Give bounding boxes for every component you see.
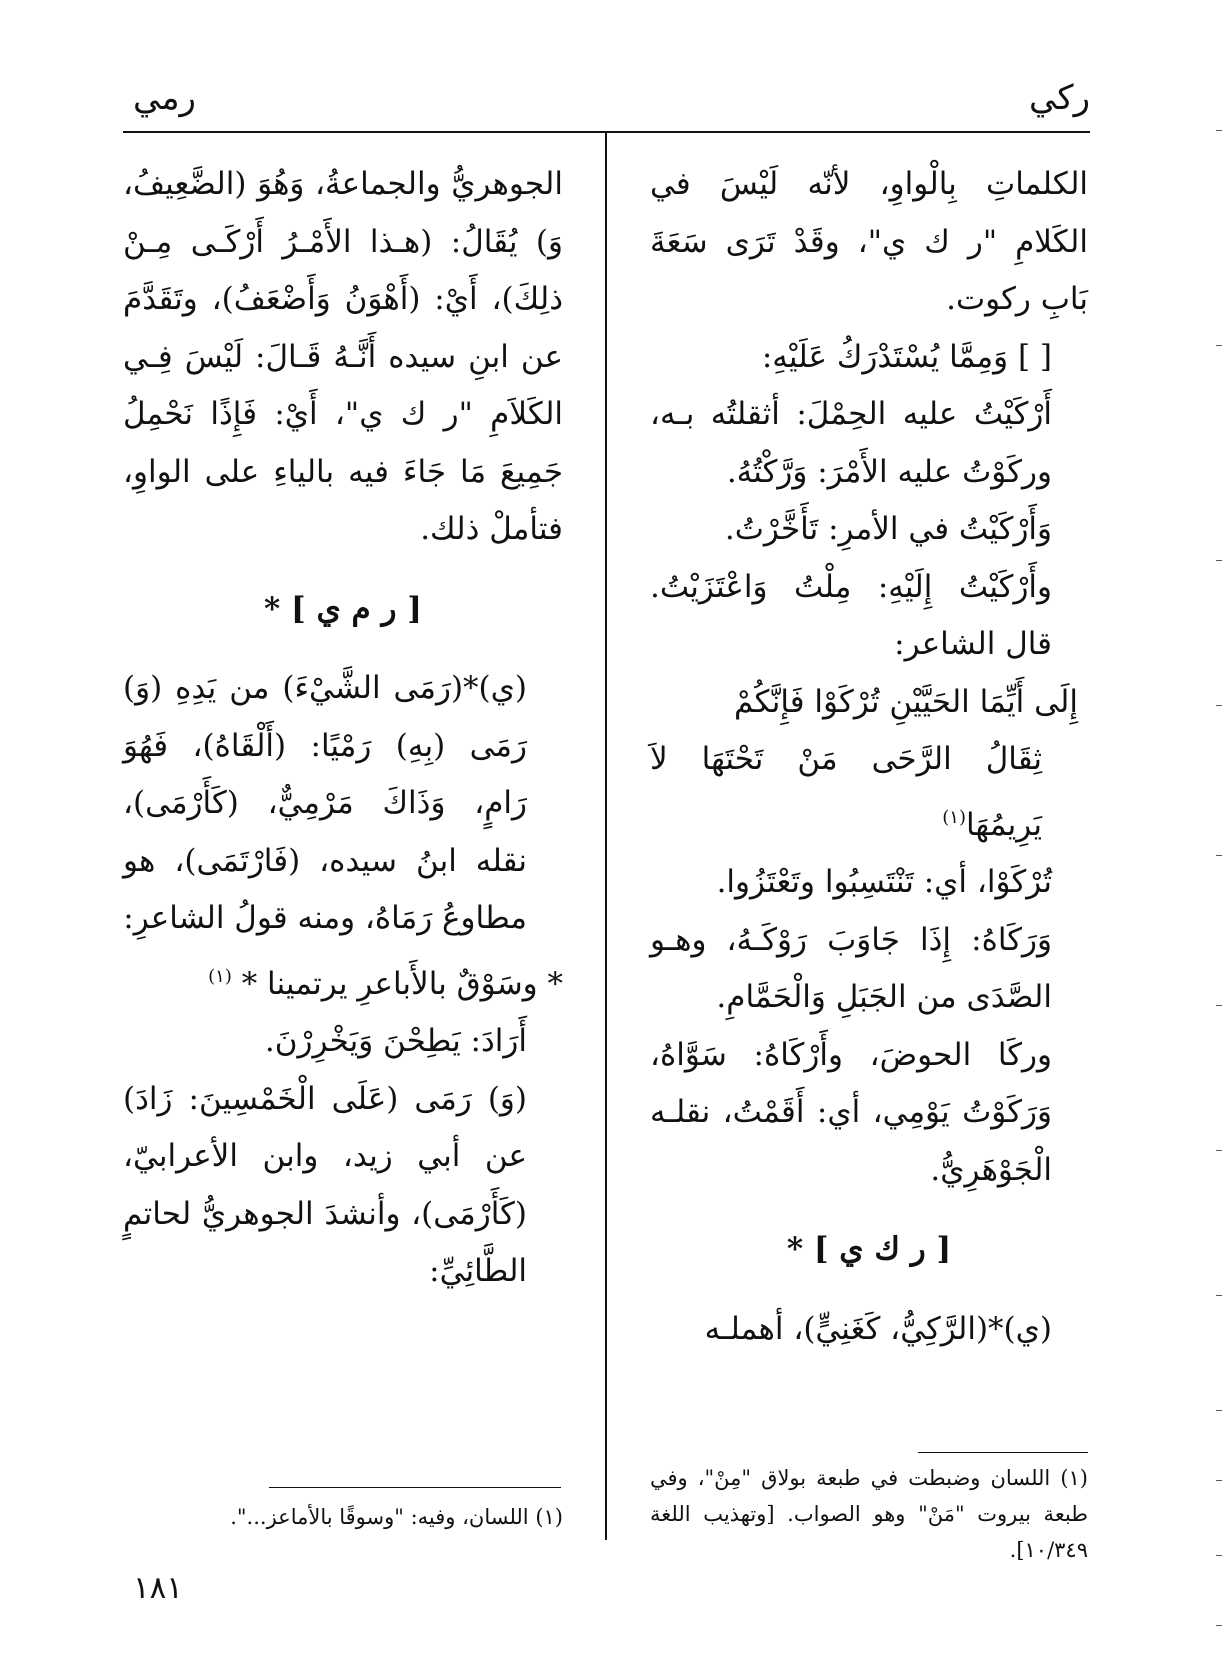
page-number: ١٨١ [133, 1570, 183, 1606]
entry-paragraph: أَرْكَيْتُ عليه الحِمْلَ: أثقلتُه بـه، وركَوْتُ عليه الأَمْرَ: وَرَّكْتُهُ. [650, 396, 1052, 490]
footnote-rule-right [918, 1452, 1088, 1453]
poem-hemistich [123, 948, 563, 1014]
entry-paragraph: وَرَكَاهُ: إِذَا جَاوَبَ رَوْكَـهُ، وهـو الصَّدَى من الجَبَلِ وَالْحَمَّامِ. [650, 921, 1052, 1015]
entry-paragraph: وركَا الحوضَ، وأَرْكَاهُ: سَوَّاهُ، وَرَكَوْتُ يَوْمِي، أي: أَقَمْتُ، نقلـه الْجَوْهَرِيُّ. [650, 1036, 1052, 1188]
poem-verse-first: إِلَى أَيِّمَا الحَيَّيْنِ تُرْكَوْا فَإِنَّكُمْ [733, 683, 1078, 720]
left-column [123, 156, 563, 1301]
header-headword-left: رمي [133, 78, 196, 118]
footnote-left: (١) اللسان، وفيه: "وسوقًا بالأماعز...". [230, 1505, 563, 1529]
page-edge-marks [1212, 0, 1222, 1673]
column-divider [605, 131, 607, 1540]
section-heading-rky: [ ر ك ي ] * [786, 1231, 952, 1267]
poem-verse-text: * وسَوْقٌ بالأَباعرِ يرتمينا * [231, 965, 563, 1002]
entry-paragraph: الكلماتِ بِالْواوِ، لأنّه لَيْسَ في الكَلامِ "ر ك ي"، وقَدْ تَرَى سَعَةَ بَابِ ركوت. [650, 166, 1088, 317]
right-column [650, 156, 1088, 1358]
entry-paragraph: [ ] وَمِمَّا يُسْتَدْرَكُ عَلَيْهِ: [761, 338, 1052, 375]
footnote-marker: (١) [942, 806, 966, 828]
footnote-rule-left [269, 1487, 561, 1488]
entry-paragraph: (ي)*(الرَّكِيُّ، كَغَنِيٍّ)، أهملـه [704, 1310, 1052, 1347]
entry-paragraph: الجوهريُّ والجماعةُ، وَهُوَ (الضَّعِيفُ، وَ) يُقَالُ: (هـذا الأَمْـرُ أَرْكَـى مِـنْ ذلِكَ)، أَيْ: (أَهْوَنُ وَأَضْعَفُ)، وتَقَدَّمَ عن ابنِ سيده أَنَّـهُ قَـالَ: لَيْسَ فِـي الكَلاَمِ "ر ك ي"، أَيْ: فَإِذًا نَحْمِلُ جَمِيعَ مَا جَاءَ فيه بالياءِ على الواوِ، فتأملْ ذلك. [123, 166, 563, 547]
header-headword-right: ركي [1029, 78, 1090, 118]
entry-paragraph: وَأَرْكَيْتُ في الأمرِ: تَأَخَّرْتُ. [724, 511, 1052, 547]
entry-paragraph: وأَرْكَيْتُ إِلَيْهِ: مِلْتُ وَاعْتَزَيْتُ. قال الشاعر: [650, 568, 1052, 662]
footnote-marker: (١) [208, 965, 232, 987]
poem-verse-second [650, 731, 1088, 854]
entry-paragraph: تُرْكَوْا، أي: تَنْتَسِبُوا وتَعْتَزُوا. [716, 864, 1052, 900]
entry-paragraph: (وَ) رَمَى (عَلَى الْخَمْسِينَ: زَادَ) عن أبي زيد، وابن الأعرابيّ، (كَأَرْمَى)، وأنشدَ الجوهريُّ لحاتمٍ الطَّائِيِّ: [123, 1080, 527, 1289]
entry-paragraph: (ي)*(رَمَى الشَّيْءَ) من يَدِهِ (وَ) رَمَى (بِهِ) رَمْيًا: (أَلْقَاهُ)، فَهُوَ رَامٍ، وَذَاكَ مَرْمِيٌّ، (كَأَرْمَى)، نقله ابنُ سيده، (فَارْتَمَى)، هو مطاوعُ رَمَاهُ، ومنه قولُ الشاعرِ: [123, 670, 527, 936]
poem-verse-text: ثِقَالُ الرَّحَى مَنْ تَحْتَهَا لاَ يَرِيمُهَا [650, 741, 1042, 843]
entry-paragraph: أَرَادَ: يَطِحْنَ وَيَخْرِرْنَ. [264, 1023, 527, 1059]
footnote-right: (١) اللسان وضبطت في طبعة بولاق "مِنْ"، وفي طبعة بيروت "مَنْ" وهو الصواب. [وتهذيب اللغة ١٠/٣٤٩]. [650, 1466, 1088, 1562]
section-heading-rmy: [ ر م ي ] * [264, 590, 422, 627]
